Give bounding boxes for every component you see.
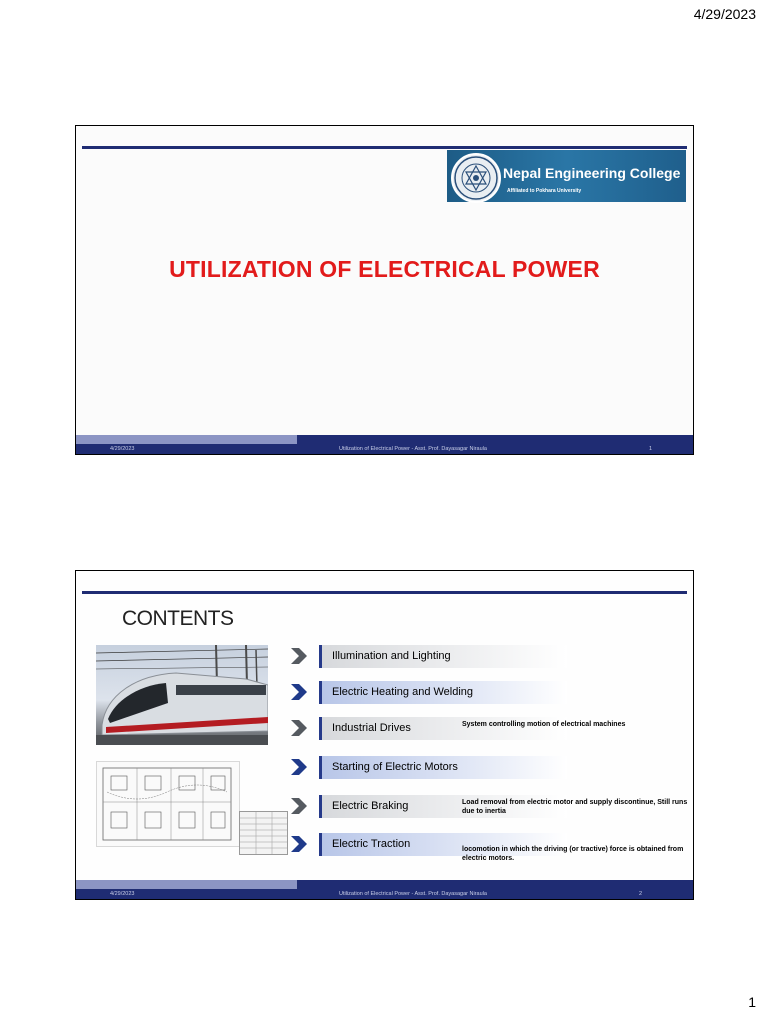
train-image bbox=[96, 645, 268, 745]
item-label: Electric Traction bbox=[332, 838, 411, 850]
footer-title: Utilization of Electrical Power - Asst. Prof. Dayasagar Niraula bbox=[339, 446, 487, 452]
item-label: Industrial Drives bbox=[332, 722, 411, 734]
slide-footer bbox=[76, 889, 693, 899]
chevron-right-icon bbox=[289, 757, 309, 777]
footer-slide-number: 1 bbox=[649, 446, 653, 452]
footer-bars bbox=[76, 435, 693, 444]
footer-bars bbox=[76, 880, 693, 889]
slide-2 bbox=[75, 570, 694, 900]
slide-title: UTILIZATION OF ELECTRICAL POWER bbox=[169, 256, 600, 282]
top-rule bbox=[82, 146, 687, 149]
college-tagline: Affiliated to Pokhara University bbox=[507, 188, 582, 194]
item-label: Starting of Electric Motors bbox=[332, 761, 458, 773]
slide-1 bbox=[75, 125, 694, 455]
note-electric-traction: locomotion in which the driving (or tractive) force is obtained from electric motors. bbox=[462, 846, 684, 862]
floor-plan-image bbox=[96, 761, 240, 847]
item-label: Electric Braking bbox=[332, 800, 409, 812]
note-electric-braking: Load removal from electric motor and supply discontinue, Still runs due to inertia bbox=[462, 799, 688, 815]
note-industrial-drives: System controlling motion of electrical machines bbox=[462, 721, 626, 728]
contents-heading: CONTENTS bbox=[122, 607, 234, 630]
college-name: Nepal Engineering College bbox=[503, 165, 681, 181]
footer-title: Utilization of Electrical Power - Asst. Prof. Dayasagar Niraula bbox=[339, 891, 487, 897]
chevron-right-icon bbox=[289, 682, 309, 702]
slide-footer bbox=[76, 444, 693, 454]
chevron-right-icon bbox=[289, 834, 309, 854]
top-rule bbox=[82, 591, 687, 594]
chevron-right-icon bbox=[289, 796, 309, 816]
footer-slide-number: 2 bbox=[639, 891, 643, 897]
footer-date: 4/29/2023 bbox=[110, 446, 135, 452]
item-label: Electric Heating and Welding bbox=[332, 686, 474, 698]
page-number: 1 bbox=[748, 994, 756, 1010]
item-label: Illumination and Lighting bbox=[332, 650, 451, 662]
legend-table-image bbox=[239, 811, 288, 855]
chevron-right-icon bbox=[289, 718, 309, 738]
footer-date: 4/29/2023 bbox=[110, 891, 135, 897]
chevron-right-icon bbox=[289, 646, 309, 666]
page-date: 4/29/2023 bbox=[693, 6, 756, 22]
college-logo bbox=[447, 150, 686, 202]
college-seal-icon bbox=[451, 153, 501, 203]
